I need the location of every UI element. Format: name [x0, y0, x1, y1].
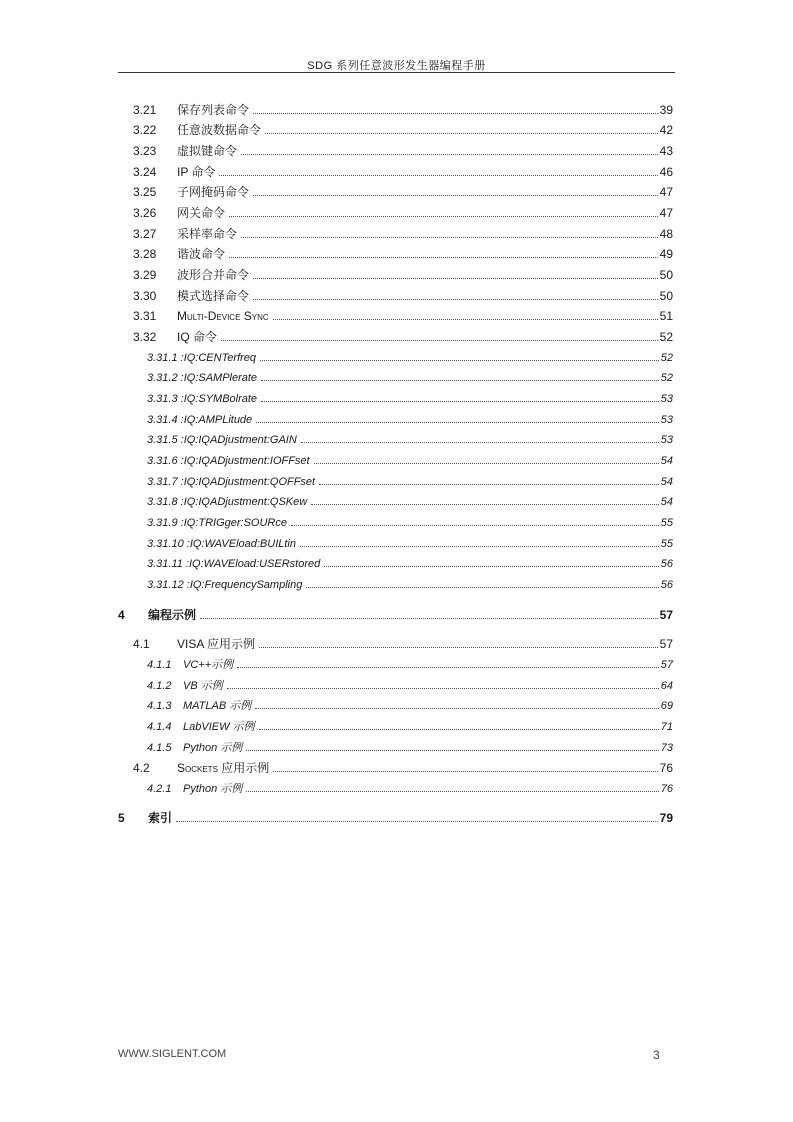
toc-entry[interactable] — [147, 717, 673, 737]
toc-entry[interactable] — [147, 513, 673, 533]
toc-entry-title: 编程示例 — [148, 608, 197, 622]
dot-leader — [273, 771, 657, 772]
toc-entry-title: IQ 命令 — [177, 330, 218, 344]
toc-entry-page: 57 — [660, 659, 673, 671]
toc-entry[interactable] — [133, 162, 673, 182]
toc-entry[interactable] — [147, 472, 673, 492]
toc-entry-title: 任意波数据命令 — [177, 123, 262, 137]
toc-entry-page: 64 — [660, 680, 673, 692]
toc-entry[interactable] — [133, 327, 673, 347]
toc-entry-title: Python 示例 — [183, 742, 243, 754]
toc-entry[interactable] — [133, 182, 673, 202]
toc-entry-title: 波形合并命令 — [177, 268, 250, 282]
toc-entry[interactable] — [147, 451, 673, 471]
toc-entry[interactable] — [133, 100, 673, 120]
toc-entry-title: LabVIEW 示例 — [183, 721, 255, 733]
toc-entry-page: 69 — [660, 700, 673, 712]
toc-entry-title: 3.31.1 :IQ:CENTerfreq — [147, 352, 257, 364]
toc-entry-title: VC++示例 — [183, 659, 234, 671]
toc-entry-page: 54 — [660, 476, 673, 488]
toc-entry-number: 4 — [118, 608, 125, 622]
toc-entry[interactable] — [147, 655, 673, 675]
toc-entry-page: 57 — [659, 637, 673, 651]
toc-entry-number: 3.23 — [133, 144, 157, 158]
dot-leader — [259, 647, 658, 648]
toc-entry-page: 47 — [659, 185, 673, 199]
dot-leader — [253, 113, 658, 114]
toc-entry[interactable] — [147, 779, 673, 799]
footer-website: WWW.SIGLENT.COM — [118, 1048, 227, 1060]
footer-page-number: 3 — [653, 1048, 660, 1062]
toc-entry-page: 53 — [660, 414, 673, 426]
toc-entry-page: 46 — [659, 165, 673, 179]
toc-entry[interactable] — [118, 605, 673, 625]
toc-entry-title: 索引 — [148, 811, 173, 825]
dot-leader — [246, 791, 658, 792]
dot-leader — [314, 463, 659, 464]
toc-entry[interactable] — [133, 244, 673, 264]
toc-entry-page: 49 — [659, 247, 673, 261]
toc-entry-page: 55 — [660, 517, 673, 529]
dot-leader — [311, 504, 659, 505]
toc-entry[interactable] — [133, 306, 673, 326]
toc-entry-number: 3.29 — [133, 268, 157, 282]
toc-entry-title: 3.31.12 :IQ:FrequencySampling — [147, 579, 303, 591]
toc-entry-title: Sockets 应用示例 — [177, 761, 270, 775]
toc-entry-number: 3.31 — [133, 309, 157, 323]
toc-entry-number: 4.1.1 — [147, 659, 172, 671]
dot-leader — [291, 525, 659, 526]
toc-entry-number: 5 — [118, 811, 125, 825]
dot-leader — [306, 587, 658, 588]
toc-entry-title: 子网掩码命令 — [177, 185, 250, 199]
dot-leader — [261, 401, 659, 402]
toc-entry-page: 54 — [660, 496, 673, 508]
toc-entry-title: 3.31.6 :IQ:IQADjustment:IOFFset — [147, 455, 310, 467]
toc-entry-title: 3.31.4 :IQ:AMPLitude — [147, 414, 253, 426]
dot-leader — [265, 133, 658, 134]
dot-leader — [259, 729, 659, 730]
toc-entry[interactable] — [133, 634, 673, 654]
toc-entry[interactable] — [147, 430, 673, 450]
toc-entry-page: 43 — [659, 144, 673, 158]
toc-entry-page: 48 — [659, 227, 673, 241]
toc-entry-title: IP 命令 — [177, 165, 216, 179]
toc-entry[interactable] — [133, 141, 673, 161]
toc-entry-number: 3.27 — [133, 227, 157, 241]
toc-entry-page: 55 — [660, 538, 673, 550]
toc-entry-page: 52 — [660, 352, 673, 364]
toc-entry-title: 3.31.5 :IQ:IQADjustment:GAIN — [147, 434, 297, 446]
toc-entry[interactable] — [147, 534, 673, 554]
toc-entry-number: 4.1.5 — [147, 742, 172, 754]
toc-entry-number: 4.1.2 — [147, 680, 172, 692]
toc-entry-title: 3.31.8 :IQ:IQADjustment:QSKew — [147, 496, 308, 508]
toc-entry-title: VISA 应用示例 — [177, 637, 256, 651]
toc-entry-page: 76 — [659, 761, 673, 775]
toc-entry-title: 保存列表命令 — [177, 103, 250, 117]
toc-entry-title: 3.31.10 :IQ:WAVEload:BUILtin — [147, 538, 296, 550]
dot-leader — [300, 546, 659, 547]
dot-leader — [256, 422, 659, 423]
dot-leader — [273, 319, 658, 320]
toc-entry-number: 3.30 — [133, 289, 157, 303]
toc-entry[interactable] — [147, 389, 673, 409]
toc-entry[interactable] — [133, 265, 673, 285]
toc-entry[interactable] — [147, 348, 673, 368]
toc-entry-number: 4.2 — [133, 761, 150, 775]
toc-entry-title: 谐波命令 — [177, 247, 226, 261]
toc-entry[interactable] — [118, 808, 673, 828]
dot-leader — [241, 237, 658, 238]
toc-entry-title: VB 示例 — [183, 680, 223, 692]
toc-entry[interactable] — [147, 492, 673, 512]
toc-entry-number: 3.24 — [133, 165, 157, 179]
toc-entry[interactable] — [133, 224, 673, 244]
toc-entry[interactable] — [147, 676, 673, 696]
toc-entry-title: 采样率命令 — [177, 227, 238, 241]
dot-leader — [176, 821, 658, 822]
toc-entry-number: 3.26 — [133, 206, 157, 220]
dot-leader — [246, 750, 658, 751]
dot-leader — [319, 484, 659, 485]
toc-entry-title: 3.31.9 :IQ:TRIGger:SOURce — [147, 517, 287, 529]
toc-entry-page: 56 — [660, 558, 673, 570]
toc-entry-number: 4.1.4 — [147, 721, 172, 733]
dot-leader — [227, 688, 659, 689]
toc-entry-title: MATLAB 示例 — [183, 700, 252, 712]
toc-entry-number: 3.22 — [133, 123, 157, 137]
toc-entry[interactable] — [133, 758, 673, 778]
dot-leader — [253, 278, 658, 279]
toc-entry-page: 79 — [659, 811, 673, 825]
dot-leader — [229, 216, 658, 217]
dot-leader — [229, 257, 658, 258]
toc-entry-title: 3.31.3 :IQ:SYMBolrate — [147, 393, 258, 405]
toc-entry-page: 53 — [660, 434, 673, 446]
toc-entry-number: 4.1.3 — [147, 700, 172, 712]
toc-entry-title: Multi-Device Sync — [177, 309, 269, 323]
dot-leader — [261, 380, 659, 381]
toc-entry[interactable] — [147, 554, 673, 574]
toc-entry-title: 虚拟键命令 — [177, 144, 238, 158]
toc-entry-page: 57 — [659, 608, 673, 622]
toc-entry-title: 3.31.7 :IQ:IQADjustment:QOFFset — [147, 476, 316, 488]
dot-leader — [301, 442, 659, 443]
toc-entry[interactable] — [133, 203, 673, 223]
toc-entry-page: 39 — [659, 103, 673, 117]
toc-entry[interactable] — [133, 120, 673, 140]
toc-entry-page: 76 — [660, 783, 673, 795]
dot-leader — [237, 667, 659, 668]
toc-entry-page: 73 — [660, 742, 673, 754]
dot-leader — [324, 566, 659, 567]
toc-entry[interactable] — [147, 575, 673, 595]
toc-entry[interactable] — [147, 696, 673, 716]
dot-leader — [253, 195, 658, 196]
toc-entry-number: 4.1 — [133, 637, 150, 651]
header-rule — [118, 72, 675, 73]
toc-entry-page: 56 — [660, 579, 673, 591]
dot-leader — [255, 708, 658, 709]
page-header-title: SDG 系列任意波形发生器编程手册 — [307, 60, 486, 72]
toc-entry-page: 42 — [659, 123, 673, 137]
toc-entry[interactable] — [147, 738, 673, 758]
dot-leader — [260, 360, 659, 361]
dot-leader — [221, 340, 658, 341]
toc-entry-number: 3.28 — [133, 247, 157, 261]
toc-entry-title: 网关命令 — [177, 206, 226, 220]
toc-entry-page: 47 — [659, 206, 673, 220]
toc-entry-number: 4.2.1 — [147, 783, 172, 795]
toc-entry-number: 3.25 — [133, 185, 157, 199]
dot-leader — [219, 175, 657, 176]
toc-entry-page: 50 — [659, 289, 673, 303]
toc-entry-title: Python 示例 — [183, 783, 243, 795]
toc-entry-number: 3.21 — [133, 103, 157, 117]
toc-entry[interactable] — [147, 368, 673, 388]
toc-entry-title: 3.31.11 :IQ:WAVEload:USERstored — [147, 558, 321, 570]
toc-entry-page: 52 — [660, 372, 673, 384]
toc-entry-title: 3.31.2 :IQ:SAMPlerate — [147, 372, 258, 384]
toc-entry-page: 52 — [659, 330, 673, 344]
dot-leader — [241, 154, 658, 155]
dot-leader — [253, 299, 658, 300]
toc-entry-page: 71 — [660, 721, 673, 733]
dot-leader — [200, 618, 658, 619]
toc-entry-number: 3.32 — [133, 330, 157, 344]
toc-entry[interactable] — [133, 286, 673, 306]
toc-entry-title: 模式选择命令 — [177, 289, 250, 303]
toc-entry-page: 54 — [660, 455, 673, 467]
toc-entry-page: 53 — [660, 393, 673, 405]
toc-entry[interactable] — [147, 410, 673, 430]
toc-entry-page: 50 — [659, 268, 673, 282]
toc-entry-page: 51 — [659, 309, 673, 323]
